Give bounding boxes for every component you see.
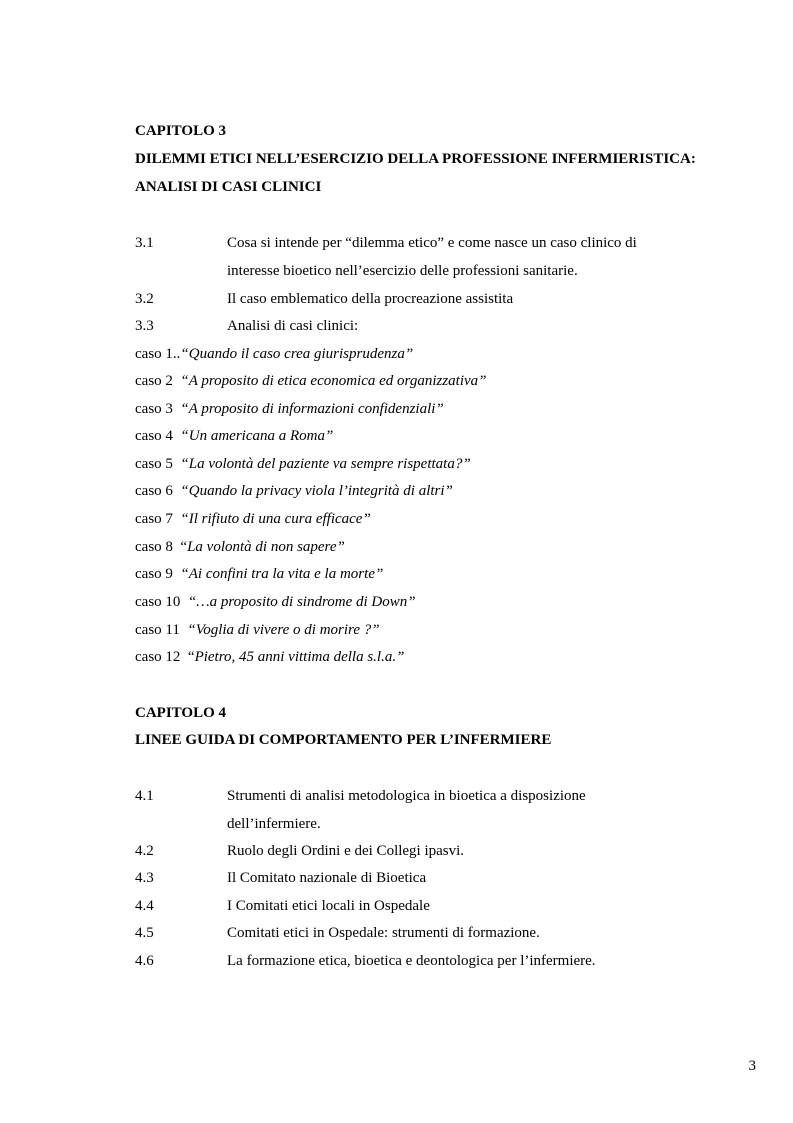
case-label: caso 2 xyxy=(135,373,181,389)
case-title: “Il rifiuto di una cura efficace” xyxy=(180,511,371,527)
chapter4-title-line1: LINEE GUIDA DI COMPORTAMENTO PER L’INFERMIERE xyxy=(135,732,552,748)
section-4-5-number: 4.5 xyxy=(135,925,154,941)
case-label: caso 8 “ xyxy=(135,539,188,555)
chapter3-title-line1: DILEMMI ETICI NELL’ESERCIZIO DELLA PROFESSIONE INFERMIERISTICA: xyxy=(135,151,696,167)
case-label: caso 10 xyxy=(135,594,188,610)
case-label: caso 4 xyxy=(135,428,181,444)
section-4-4-number: 4.4 xyxy=(135,898,154,914)
case-item xyxy=(135,455,471,473)
case-label: caso 11 xyxy=(135,622,188,638)
section-4-3-number: 4.3 xyxy=(135,870,154,886)
section-3-2-number: 3.2 xyxy=(135,291,154,307)
chapter3-heading: CAPITOLO 3 xyxy=(135,123,226,139)
chapter3-title-line2: ANALISI DI CASI CLINICI xyxy=(135,179,322,195)
case-title: “Un americana a Roma” xyxy=(180,428,334,444)
case-label: caso 9 xyxy=(135,566,181,582)
section-3-1-text-cont: interesse bioetico nell’esercizio delle professioni sanitarie. xyxy=(227,263,578,279)
case-label: caso 7 xyxy=(135,511,181,527)
case-item xyxy=(135,538,345,556)
section-4-2-text: Ruolo degli Ordini e dei Collegi ipasvi. xyxy=(227,843,465,859)
case-title: “Quando la privacy viola l’integrità di altri” xyxy=(180,483,453,499)
case-title: “La volontà del paziente va sempre rispettata?” xyxy=(180,456,471,472)
case-title: “A proposito di etica economica ed organizzativa” xyxy=(180,373,487,389)
chapter4-heading: CAPITOLO 4 xyxy=(135,705,226,721)
case-item xyxy=(135,621,380,639)
case-title: “Voglia di vivere o di morire ?” xyxy=(187,622,380,638)
section-4-1-text-cont: dell’infermiere. xyxy=(227,816,321,832)
case-title: Pietro, 45 anni vittima della s.l.a.” xyxy=(194,649,405,665)
case-item xyxy=(135,427,333,445)
section-3-1-number: 3.1 xyxy=(135,235,154,251)
section-4-2-number: 4.2 xyxy=(135,843,154,859)
section-3-2-text: Il caso emblematico della procreazione assistita xyxy=(227,291,514,307)
section-4-1-text: Strumenti di analisi metodologica in bioetica a disposizione xyxy=(227,788,586,804)
case-item xyxy=(135,593,416,611)
case-item xyxy=(135,482,453,500)
section-3-3-text: Analisi di casi clinici: xyxy=(227,318,359,334)
page-number: 3 xyxy=(748,1058,756,1074)
case-label: caso 5 xyxy=(135,456,181,472)
section-4-4-text: I Comitati etici locali in Ospedale xyxy=(227,898,430,914)
case-label: caso 1.. xyxy=(135,346,181,362)
case-item xyxy=(135,648,404,666)
section-4-6-number: 4.6 xyxy=(135,953,154,969)
section-3-1-text: Cosa si intende per “dilemma etico” e come nasce un caso clinico di xyxy=(227,235,637,251)
case-title: “Ai confini tra la vita e la morte” xyxy=(180,566,384,582)
case-label: caso 6 xyxy=(135,483,181,499)
section-4-1-number: 4.1 xyxy=(135,788,154,804)
section-4-6-text: La formazione etica, bioetica e deontologica per l’infermiere. xyxy=(227,953,596,969)
section-4-5-text: Comitati etici in Ospedale: strumenti di formazione. xyxy=(227,925,540,941)
case-item xyxy=(135,565,383,583)
section-3-3-number: 3.3 xyxy=(135,318,154,334)
case-item xyxy=(135,400,444,418)
section-4-3-text: Il Comitato nazionale di Bioetica xyxy=(227,870,427,886)
case-label: caso 12 “ xyxy=(135,649,195,665)
case-item xyxy=(135,510,371,528)
case-title: La volontà di non sapere” xyxy=(187,539,345,555)
case-item xyxy=(135,372,487,390)
case-label: caso 3 xyxy=(135,401,181,417)
case-item xyxy=(135,345,413,363)
case-title: “Quando il caso crea giurisprudenza” xyxy=(180,346,414,362)
case-title: “…a proposito di sindrome di Down” xyxy=(187,594,416,610)
case-title: “A proposito di informazioni confidenziali” xyxy=(180,401,444,417)
